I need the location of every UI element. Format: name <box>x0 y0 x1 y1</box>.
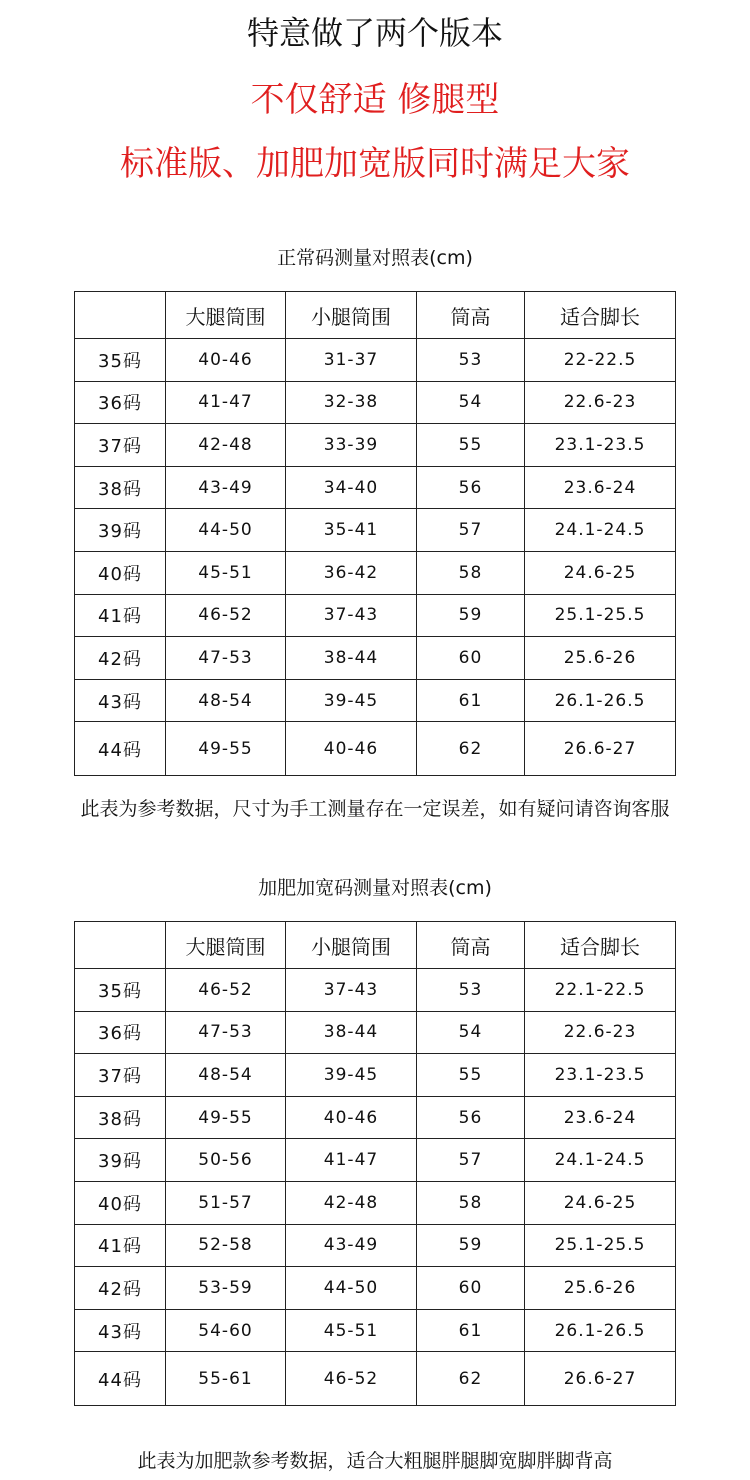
size-cell: 40码 <box>75 1181 166 1224</box>
table-row <box>75 551 676 594</box>
size-cell: 39码 <box>75 509 166 552</box>
thigh-cell: 43-49 <box>166 466 286 509</box>
thigh-cell: 41-47 <box>166 381 286 424</box>
header-cell-calf: 小腿筒围 <box>286 292 417 339</box>
foot-length-cell: 26.1-26.5 <box>525 1309 676 1352</box>
foot-length-cell: 22-22.5 <box>525 339 676 382</box>
table-row <box>75 509 676 552</box>
thigh-cell: 49-55 <box>166 722 286 776</box>
height-cell: 62 <box>417 722 525 776</box>
thigh-cell: 49-55 <box>166 1096 286 1139</box>
table-row <box>75 722 676 776</box>
table-row <box>75 1054 676 1097</box>
foot-length-cell: 25.6-26 <box>525 637 676 680</box>
height-cell: 60 <box>417 1267 525 1310</box>
foot-length-cell: 26.6-27 <box>525 722 676 776</box>
header-cell-foot-length: 适合脚长 <box>525 922 676 969</box>
foot-length-cell: 25.1-25.5 <box>525 594 676 637</box>
foot-length-cell: 24.1-24.5 <box>525 509 676 552</box>
thigh-cell: 51-57 <box>166 1181 286 1224</box>
standard-size-table <box>74 291 676 776</box>
table-row <box>75 1224 676 1267</box>
table-row <box>75 381 676 424</box>
calf-cell: 40-46 <box>286 1096 417 1139</box>
calf-cell: 41-47 <box>286 1139 417 1182</box>
height-cell: 61 <box>417 679 525 722</box>
calf-cell: 40-46 <box>286 722 417 776</box>
thigh-cell: 47-53 <box>166 1011 286 1054</box>
height-cell: 59 <box>417 1224 525 1267</box>
thigh-cell: 54-60 <box>166 1309 286 1352</box>
size-cell: 42码 <box>75 1267 166 1310</box>
height-cell: 62 <box>417 1352 525 1406</box>
height-cell: 57 <box>417 509 525 552</box>
table-row <box>75 1352 676 1406</box>
header-cell-foot-length: 适合脚长 <box>525 292 676 339</box>
table-row <box>75 424 676 467</box>
calf-cell: 35-41 <box>286 509 417 552</box>
headline-comfort: 不仅舒适 修腿型 <box>250 80 500 120</box>
height-cell: 56 <box>417 466 525 509</box>
table-row <box>75 466 676 509</box>
thigh-cell: 52-58 <box>166 1224 286 1267</box>
calf-cell: 45-51 <box>286 1309 417 1352</box>
thigh-cell: 46-52 <box>166 594 286 637</box>
height-cell: 58 <box>417 551 525 594</box>
size-cell: 41码 <box>75 594 166 637</box>
calf-cell: 36-42 <box>286 551 417 594</box>
size-cell: 41码 <box>75 1224 166 1267</box>
table-row <box>75 594 676 637</box>
table-row <box>75 1096 676 1139</box>
height-cell: 55 <box>417 1054 525 1097</box>
size-cell: 40码 <box>75 551 166 594</box>
foot-length-cell: 24.6-25 <box>525 1181 676 1224</box>
table-row <box>75 969 676 1012</box>
plus-table-note: 此表为加肥款参考数据，适合大粗腿胖腿脚宽脚胖脚背高 <box>137 1450 613 1472</box>
foot-length-cell: 24.6-25 <box>525 551 676 594</box>
thigh-cell: 53-59 <box>166 1267 286 1310</box>
table-row <box>75 1139 676 1182</box>
foot-length-cell: 24.1-24.5 <box>525 1139 676 1182</box>
thigh-cell: 47-53 <box>166 637 286 680</box>
size-cell: 43码 <box>75 679 166 722</box>
size-cell: 36码 <box>75 1011 166 1054</box>
header-row <box>75 292 676 339</box>
calf-cell: 31-37 <box>286 339 417 382</box>
calf-cell: 44-50 <box>286 1267 417 1310</box>
calf-cell: 37-43 <box>286 969 417 1012</box>
size-cell: 37码 <box>75 424 166 467</box>
size-cell: 43码 <box>75 1309 166 1352</box>
size-cell: 35码 <box>75 339 166 382</box>
header-cell-thigh: 大腿筒围 <box>166 922 286 969</box>
foot-length-cell: 25.6-26 <box>525 1267 676 1310</box>
thigh-cell: 44-50 <box>166 509 286 552</box>
foot-length-cell: 22.6-23 <box>525 1011 676 1054</box>
thigh-cell: 48-54 <box>166 679 286 722</box>
calf-cell: 46-52 <box>286 1352 417 1406</box>
size-cell: 39码 <box>75 1139 166 1182</box>
foot-length-cell: 22.6-23 <box>525 381 676 424</box>
table-row <box>75 679 676 722</box>
table-row <box>75 1267 676 1310</box>
height-cell: 53 <box>417 969 525 1012</box>
thigh-cell: 55-61 <box>166 1352 286 1406</box>
height-cell: 57 <box>417 1139 525 1182</box>
foot-length-cell: 23.1-23.5 <box>525 1054 676 1097</box>
plus-table-title: 加肥加宽码测量对照表(cm) <box>258 877 492 899</box>
calf-cell: 33-39 <box>286 424 417 467</box>
plus-size-table <box>74 921 676 1406</box>
headline-standard-and-plus: 标准版、加肥加宽版同时满足大家 <box>120 144 630 184</box>
header-cell-height: 筒高 <box>417 292 525 339</box>
height-cell: 55 <box>417 424 525 467</box>
height-cell: 61 <box>417 1309 525 1352</box>
headline-two-versions: 特意做了两个版本 <box>246 14 503 52</box>
header-cell-height: 筒高 <box>417 922 525 969</box>
thigh-cell: 48-54 <box>166 1054 286 1097</box>
header-cell-thigh: 大腿筒围 <box>166 292 286 339</box>
size-cell: 44码 <box>75 722 166 776</box>
table-row <box>75 1309 676 1352</box>
header-cell-size <box>75 292 166 339</box>
table-row <box>75 1011 676 1054</box>
calf-cell: 32-38 <box>286 381 417 424</box>
standard-table-note: 此表为参考数据，尺寸为手工测量存在一定误差，如有疑问请咨询客服 <box>80 798 670 820</box>
height-cell: 53 <box>417 339 525 382</box>
calf-cell: 39-45 <box>286 679 417 722</box>
calf-cell: 34-40 <box>286 466 417 509</box>
table-row <box>75 637 676 680</box>
size-cell: 37码 <box>75 1054 166 1097</box>
header-row <box>75 922 676 969</box>
table-row <box>75 1181 676 1224</box>
size-cell: 38码 <box>75 466 166 509</box>
height-cell: 59 <box>417 594 525 637</box>
calf-cell: 43-49 <box>286 1224 417 1267</box>
calf-cell: 37-43 <box>286 594 417 637</box>
calf-cell: 38-44 <box>286 637 417 680</box>
height-cell: 58 <box>417 1181 525 1224</box>
size-cell: 36码 <box>75 381 166 424</box>
height-cell: 60 <box>417 637 525 680</box>
height-cell: 54 <box>417 1011 525 1054</box>
header-cell-calf: 小腿筒围 <box>286 922 417 969</box>
size-cell: 38码 <box>75 1096 166 1139</box>
standard-table-title: 正常码测量对照表(cm) <box>277 247 473 269</box>
foot-length-cell: 23.6-24 <box>525 466 676 509</box>
header-cell-size <box>75 922 166 969</box>
size-cell: 42码 <box>75 637 166 680</box>
height-cell: 54 <box>417 381 525 424</box>
calf-cell: 39-45 <box>286 1054 417 1097</box>
foot-length-cell: 23.6-24 <box>525 1096 676 1139</box>
foot-length-cell: 22.1-22.5 <box>525 969 676 1012</box>
height-cell: 56 <box>417 1096 525 1139</box>
thigh-cell: 50-56 <box>166 1139 286 1182</box>
foot-length-cell: 26.1-26.5 <box>525 679 676 722</box>
size-cell: 35码 <box>75 969 166 1012</box>
thigh-cell: 40-46 <box>166 339 286 382</box>
calf-cell: 38-44 <box>286 1011 417 1054</box>
size-cell: 44码 <box>75 1352 166 1406</box>
foot-length-cell: 26.6-27 <box>525 1352 676 1406</box>
thigh-cell: 46-52 <box>166 969 286 1012</box>
foot-length-cell: 25.1-25.5 <box>525 1224 676 1267</box>
foot-length-cell: 23.1-23.5 <box>525 424 676 467</box>
calf-cell: 42-48 <box>286 1181 417 1224</box>
thigh-cell: 45-51 <box>166 551 286 594</box>
table-row <box>75 339 676 382</box>
thigh-cell: 42-48 <box>166 424 286 467</box>
